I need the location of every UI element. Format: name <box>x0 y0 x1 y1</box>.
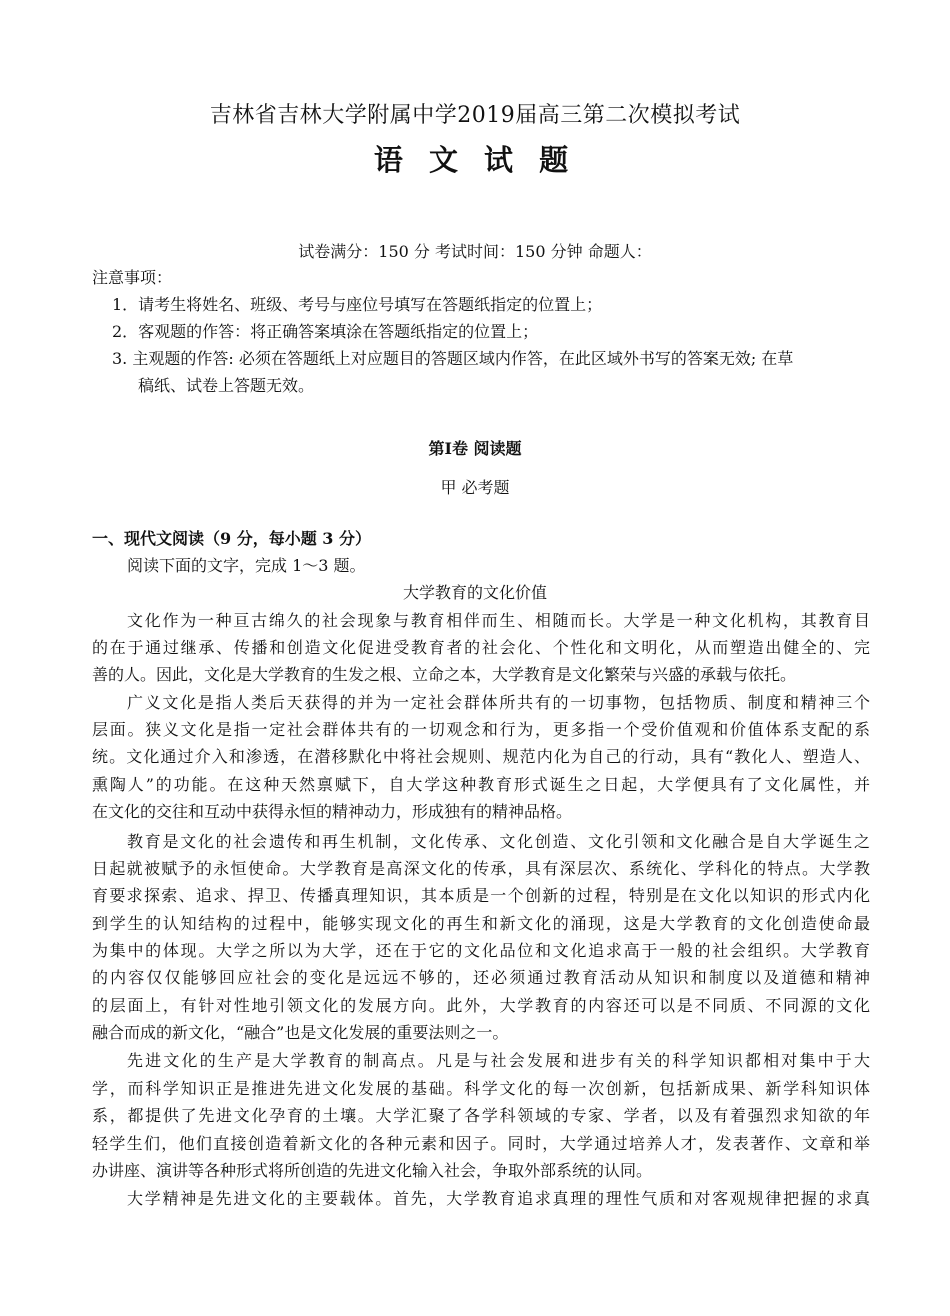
reading-instruction: 阅读下面的文字，完成 1～3 题。 <box>127 556 366 575</box>
paragraph-3-line: 到学生的认知结构的过程中，能够实现文化的再生和新文化的涌现，这是大学教育的文化创造使命最 <box>92 914 870 933</box>
paragraph-3-line: 为集中的体现。大学之所以为大学，还在于它的文化品位和文化追求高于一般的社会组织。大学教育 <box>92 941 870 960</box>
notice-item-3: 3. 主观题的作答: 必须在答题纸上对应题目的答题区域内作答，在此区域外书写的答案无效; 在草 <box>112 349 794 368</box>
volume-title: 第Ⅰ卷 阅读题 <box>428 439 522 458</box>
paragraph-2-line: 层面。狭义文化是指一定社会群体共有的一切观念和行为，更多指一个受价值观和价值体系支配的系 <box>92 720 870 739</box>
paragraph-3-line: 教育是文化的社会遗传和再生机制，文化传承、文化创造、文化引领和文化融合是自大学诞生之 <box>127 832 870 851</box>
section-subtitle: 甲 必考题 <box>440 478 510 497</box>
paragraph-3-line: 日起就被赋予的永恒使命。大学教育是高深文化的传承，具有深层次、系统化、学科化的特点。大学教 <box>92 859 870 878</box>
paragraph-5-line: 大学精神是先进文化的主要载体。首先，大学教育追求真理的理性气质和对客观规律把握的求真 <box>127 1189 870 1208</box>
paragraph-4-line: 学，而科学知识正是推进先进文化发展的基础。科学文化的每一次创新，包括新成果、新学科知识体 <box>92 1079 870 1098</box>
paragraph-2-line: 广义文化是指人类后天获得的并为一定社会群体所共有的一切事物，包括物质、制度和精神三个 <box>127 693 870 712</box>
exam-info: 试卷满分：150 分 考试时间：150 分钟 命题人： <box>298 242 652 261</box>
paragraph-4-line: 先进文化的生产是大学教育的制高点。凡是与社会发展和进步有关的科学知识都相对集中于大 <box>127 1051 870 1070</box>
notice-item-2: 2．客观题的作答：将正确答案填涂在答题纸指定的位置上； <box>112 322 539 341</box>
notice-heading: 注意事项： <box>92 268 173 287</box>
notice-item-3-continued: 稿纸、试卷上答题无效。 <box>138 376 315 395</box>
subject-title: 语 文 试 题 <box>373 143 577 177</box>
paragraph-3-line: 的内容仅仅能够回应社会的变化是远远不够的，还必须通过教育活动从知识和制度以及道德和精神 <box>92 968 870 987</box>
paragraph-4-line: 办讲座、演讲等各种形式将所创造的先进文化输入社会，争取外部系统的认同。 <box>92 1161 653 1180</box>
paragraph-1-line: 的在于通过继承、传播和创造文化促进受教育者的社会化、个性化和文明化，从而塑造出健全的、完 <box>92 638 870 657</box>
paragraph-1-line: 善的人。因此，文化是大学教育的生发之根、立命之本，大学教育是文化繁荣与兴盛的承载与依托。 <box>92 665 797 684</box>
paragraph-3-line: 育要求探索、追求、捍卫、传播真理知识，其本质是一个创新的过程，特别是在文化以知识的形式内化 <box>92 886 870 905</box>
paragraph-3-line: 的层面上，有针对性地引领文化的发展方向。此外，大学教育的内容还可以是不同质、不同源的文化 <box>92 996 870 1015</box>
paragraph-2-line: 统。文化通过介入和渗透，在潜移默化中将社会规则、规范内化为自己的行动，具有“教化人、塑造人、 <box>92 747 870 766</box>
article-title: 大学教育的文化价值 <box>402 583 547 602</box>
school-title: 吉林省吉林大学附属中学2019届高三第二次模拟考试 <box>209 103 741 128</box>
notice-item-1: 1．请考生将姓名、班级、考号与座位号填写在答题纸指定的位置上； <box>112 295 603 314</box>
paragraph-3-line: 融合而成的新文化，“融合”也是文化发展的重要法则之一。 <box>92 1023 509 1042</box>
paragraph-1-line: 文化作为一种亘古绵久的社会现象与教育相伴而生、相随而长。大学是一种文化机构，其教育目 <box>127 611 870 630</box>
question-heading: 一、现代文阅读（9 分，每小题 3 分） <box>92 529 371 548</box>
paragraph-4-line: 系，都提供了先进文化孕育的土壤。大学汇聚了各学科领域的专家、学者，以及有着强烈求知欲的年 <box>92 1106 870 1125</box>
paragraph-4-line: 轻学生们，他们直接创造着新文化的各种元素和因子。同时，大学通过培养人才，发表著作、文章和举 <box>92 1134 870 1153</box>
paragraph-2-line: 熏陶人”的功能。在这种天然禀赋下，自大学这种教育形式诞生之日起，大学便具有了文化属性，并 <box>92 775 870 794</box>
paragraph-2-line: 在文化的交往和互动中获得永恒的精神动力，形成独有的精神品格。 <box>92 802 573 821</box>
